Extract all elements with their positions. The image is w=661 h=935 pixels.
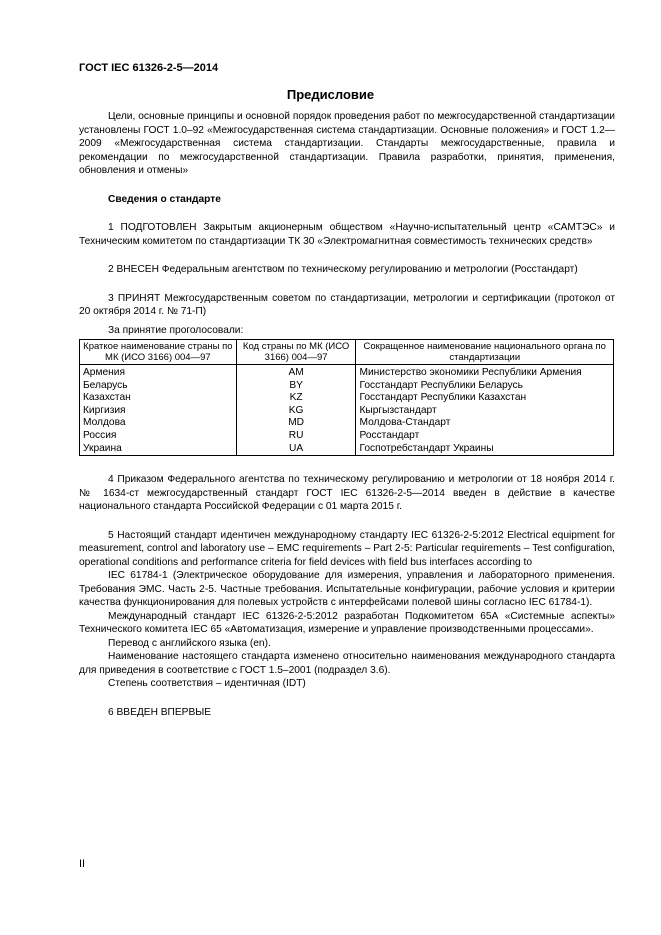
table-cell-code: KZ bbox=[236, 392, 356, 405]
table-cell-code: AM bbox=[236, 365, 356, 380]
item-5-language: Перевод с английского языка (en). bbox=[108, 637, 271, 649]
table-row bbox=[80, 392, 614, 405]
table-row bbox=[80, 365, 614, 380]
page-number: II bbox=[79, 858, 86, 870]
voting-table bbox=[79, 339, 614, 456]
table-row bbox=[80, 443, 614, 456]
table-row bbox=[80, 417, 614, 430]
table-cell-country: Беларусь bbox=[80, 380, 237, 393]
table-cell-body: Молдова-Стандарт bbox=[356, 417, 614, 430]
table-cell-body: Госстандарт Республики Беларусь bbox=[356, 380, 614, 393]
item-2-paragraph: 2 ВНЕСЕН Федеральным агентством по техническому регулированию и метрологии (Росстандарт) bbox=[108, 264, 578, 275]
table-cell-code: BY bbox=[236, 380, 356, 393]
table-header-row bbox=[80, 340, 614, 365]
table-cell-code: KG bbox=[236, 405, 356, 418]
document-body bbox=[79, 110, 615, 719]
table-cell-body: Госпотребстандарт Украины bbox=[356, 443, 614, 456]
table-cell-body: Кыргызстандарт bbox=[356, 405, 614, 418]
table-cell-country: Киргизия bbox=[80, 405, 237, 418]
table-row bbox=[80, 380, 614, 393]
item-4-paragraph: 4 Приказом Федерального агентства по техническому регулированию и метрологии от 18 ноября 2014 г. № 1634-ст межгосударственный стандарт ГОСТ IEC 61326-2-5—2014 введен в действие в качестве национального стандарта Российской Федерации с 01 марта 2015 г. bbox=[79, 474, 615, 513]
item-5-developer: Международный стандарт IEC 61326-2-5:2012 разработан Подкомитетом 65А «Системные аспекты» Технического комитета IEC 65 «Автоматизация, измерение и управление производственными процессами». bbox=[79, 610, 615, 636]
vote-intro: За принятие проголосовали: bbox=[108, 324, 244, 336]
table-cell-code: RU bbox=[236, 430, 356, 443]
table-cell-code: MD bbox=[236, 417, 356, 430]
column-header-code: Код страны по МК (ИСО 3166) 004—97 bbox=[236, 340, 356, 365]
item-1-paragraph: 1 ПОДГОТОВЛЕН Закрытым акционерным обществом «Научно-испытательный центр «САМТЭС» и Техническим комитетом по стандартизации ТК 30 «Электромагнитная совместимость технических средств» bbox=[79, 222, 615, 247]
table-cell-country: Молдова bbox=[80, 417, 237, 430]
item-6-paragraph: 6 ВВЕДЕН ВПЕРВЫЕ bbox=[108, 706, 212, 718]
item-3-paragraph: 3 ПРИНЯТ Межгосударственным советом по стандартизации, метрологии и сертификации (протокол от 20 октября 2014 г. № 71-П) bbox=[79, 292, 615, 317]
item-5-name-change: Наименование настоящего стандарта изменено относительно наименования международного стандарта для приведения в соответствие с ГОСТ 1.5–2001 (подраздел 3.6). bbox=[79, 651, 615, 676]
intro-paragraph: Цели, основные принципы и основной порядок проведения работ по межгосударственной стандартизации установлены ГОСТ 1.0–92 «Межгосударственная система стандартизации. Основные положения» и ГОСТ 1.2—2009 «Межгосударственная система стандартизации. Стандарты межгосударственные, правила и рекомендации по межгосударственной стандартизации. Правила разработки, принятия, применения, обновления и отмены» bbox=[79, 111, 615, 176]
section-heading: Сведения о стандарте bbox=[108, 193, 221, 205]
table-cell-country: Украина bbox=[80, 443, 237, 456]
item-5-conformity: Степень соответствия – идентичная (IDT) bbox=[108, 678, 306, 690]
table-cell-country: Казахстан bbox=[80, 392, 237, 405]
table-cell-code: UA bbox=[236, 443, 356, 456]
document-header: ГОСТ IEC 61326-2-5—2014 bbox=[79, 62, 219, 74]
item-5-paragraph: 5 Настоящий стандарт идентичен международному стандарту IEC 61326-2-5:2012 Electrical equipment for measurement, control and laboratory use – EMC requirements – Part 2-5: Particular requirements – Test configuration, operational conditions and performance criteria for field devices with field bus interfaces according to bbox=[79, 529, 615, 568]
table-cell-body: Росстандарт bbox=[356, 430, 614, 443]
page-title: Предисловие bbox=[286, 87, 375, 102]
table-cell-country: Россия bbox=[80, 430, 237, 443]
column-header-body: Сокращенное наименование национального органа по стандартизации bbox=[356, 340, 614, 365]
column-header-country: Краткое наименование страны по МК (ИСО 3166) 004—97 bbox=[80, 340, 237, 365]
item-5-translation: IEC 61784-1 (Электрическое оборудование для измерения, управления и лабораторного применения. Требования ЭМС. Часть 2-5. Частные требования. Испытательные конфигурации, рабочие условия и критерии качества функционирования для полевых устройств с интерфейсами полевой шины согласно IEC 61784-1). bbox=[79, 570, 615, 609]
table-cell-country: Армения bbox=[80, 365, 237, 380]
table-row bbox=[80, 405, 614, 418]
table-row bbox=[80, 430, 614, 443]
table-cell-body: Госстандарт Республики Казахстан bbox=[356, 392, 614, 405]
table-cell-body: Министерство экономики Республики Армения bbox=[356, 365, 614, 380]
